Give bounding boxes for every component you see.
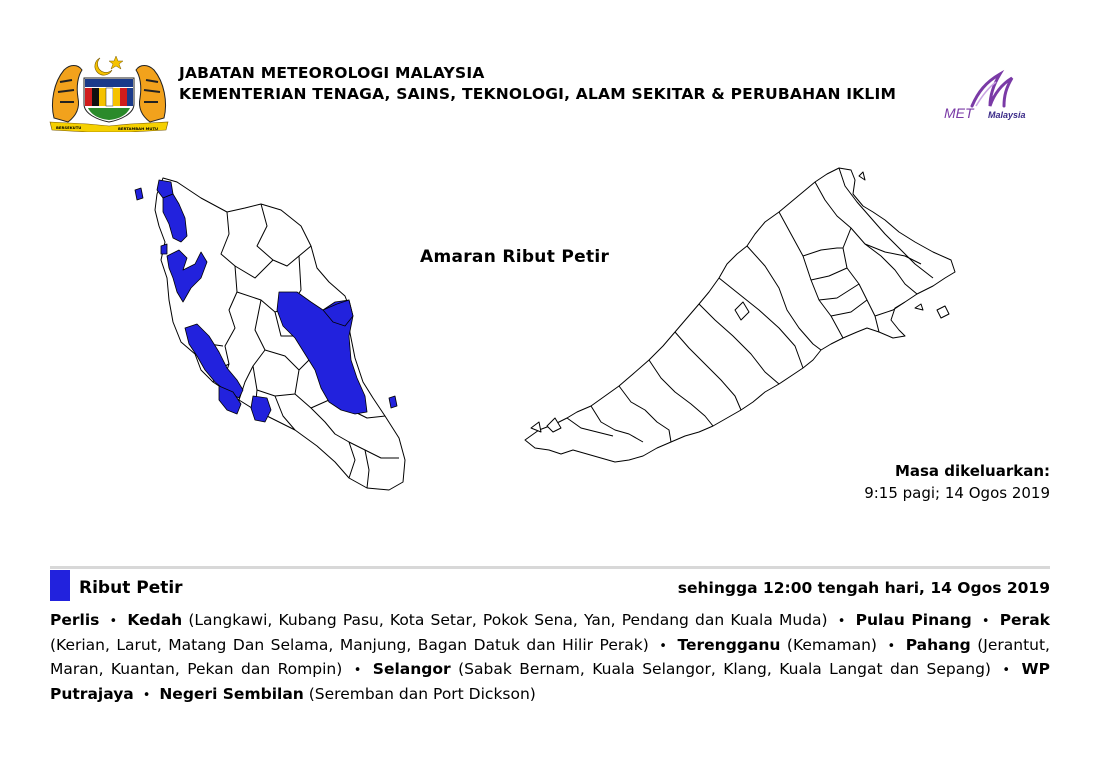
area-districts: (Kemaman): [780, 635, 877, 654]
header: [48, 52, 1058, 132]
bullet-separator: •: [353, 663, 362, 678]
divider: [50, 566, 1050, 569]
area-item: [677, 636, 877, 654]
area-item: [127, 611, 827, 629]
area-state: Pulau Pinang: [855, 611, 972, 629]
area-state: Selangor: [372, 660, 451, 678]
area-districts: (Kerian, Larut, Matang Dan Selama, Manjung, Bagan Datuk dan Hilir Perak): [50, 635, 649, 654]
area-item: [856, 611, 972, 629]
bullet-separator: •: [142, 687, 151, 703]
ministry-name: KEMENTERIAN TENAGA, SAINS, TEKNOLOGI, ALAM SEKITAR & PERUBAHAN IKLIM: [179, 85, 897, 103]
affected-areas: [50, 609, 1050, 707]
bullet-separator: •: [1002, 663, 1011, 678]
valid-until: sehingga 12:00 tengah hari, 14 Ogos 2019: [677, 579, 1050, 597]
svg-text:MET: MET: [944, 105, 974, 121]
map-title: Amaran Ribut Petir: [420, 247, 610, 267]
area-districts: (Jerantut, Maran, Kuantan, Pekan dan Rompin): [50, 635, 1050, 678]
agency-name: JABATAN METEOROLOGI MALAYSIA: [179, 64, 485, 82]
area-districts: (Sabak Bernam, Kuala Selangor, Klang, Kuala Langat dan Sepang): [450, 660, 991, 678]
met-malaysia-logo: [936, 66, 1048, 122]
area-state: Negeri Sembilan: [159, 684, 304, 703]
svg-text:BERTAMBAH MUTU: BERTAMBAH MUTU: [118, 126, 159, 131]
coat-of-arms-icon: [48, 52, 170, 132]
area-state: Kedah: [127, 611, 183, 629]
warning-map: [115, 160, 995, 510]
area-districts: (Seremban dan Port Dickson): [303, 684, 536, 703]
svg-text:BERSEKUTU: BERSEKUTU: [56, 125, 82, 130]
issued-time: [864, 460, 1050, 504]
legend-label: Ribut Petir: [79, 578, 183, 598]
bullet-separator: •: [837, 614, 846, 629]
svg-text:Malaysia: Malaysia: [988, 110, 1026, 120]
bullet-separator: •: [109, 614, 118, 629]
east-malaysia: [525, 168, 955, 462]
area-item: [159, 685, 536, 703]
warning-area-langkawi: [135, 188, 143, 200]
area-state: Perlis: [50, 611, 100, 629]
area-state: Perak: [999, 611, 1050, 629]
area-item: [373, 660, 991, 678]
legend-row: [50, 570, 1050, 604]
agency-title: [179, 63, 919, 105]
legend-swatch: [50, 570, 70, 601]
area-item: [50, 611, 99, 629]
area-state: WP Putrajaya: [50, 660, 1050, 703]
issued-label: Masa dikeluarkan:: [894, 462, 1050, 480]
warning-area-penang: [161, 244, 167, 254]
bullet-separator: •: [981, 614, 990, 629]
bullet-separator: •: [887, 638, 896, 654]
warning-area-island-east: [389, 396, 397, 408]
warning-area-negeri-sembilan: [251, 396, 271, 422]
area-state: Pahang: [905, 635, 971, 654]
area-districts: (Langkawi, Kubang Pasu, Kota Setar, Pokok Sena, Yan, Pendang dan Kuala Muda): [182, 611, 828, 629]
bullet-separator: •: [659, 638, 667, 654]
issued-value: 9:15 pagi; 14 Ogos 2019: [864, 484, 1050, 502]
area-state: Terengganu: [677, 635, 781, 654]
